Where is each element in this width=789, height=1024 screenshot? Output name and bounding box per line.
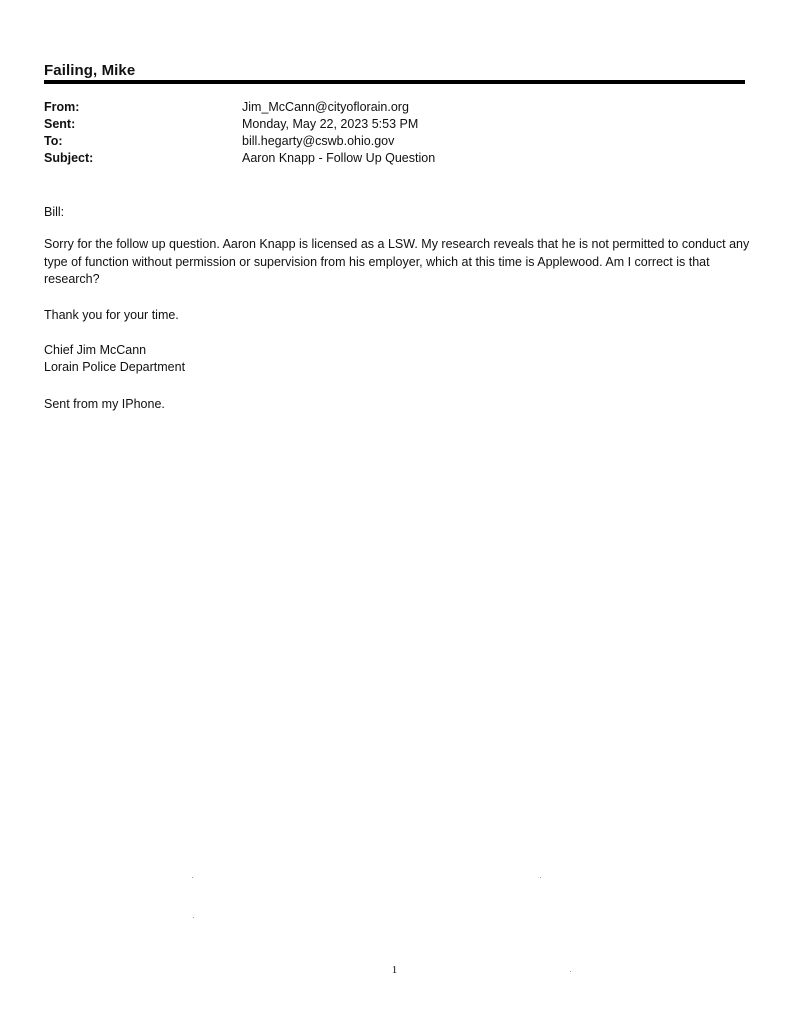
email-thanks-line: Thank you for your time. — [44, 308, 179, 322]
scan-speck — [570, 971, 571, 972]
scan-speck — [192, 877, 193, 878]
sent-from-line: Sent from my IPhone. — [44, 397, 165, 411]
sent-label: Sent: — [44, 117, 76, 131]
subject-label: Subject: — [44, 151, 94, 165]
scan-speck — [193, 917, 194, 918]
to-value: bill.hegarty@cswb.ohio.gov — [242, 134, 395, 148]
mailbox-owner-name: Failing, Mike — [44, 62, 136, 79]
to-label: To: — [44, 134, 63, 148]
scan-speck — [540, 877, 541, 878]
signature-department: Lorain Police Department — [44, 360, 186, 374]
header-divider — [44, 80, 745, 84]
sent-value: Monday, May 22, 2023 5:53 PM — [242, 117, 419, 131]
header-from-row — [44, 99, 744, 116]
email-greeting: Bill: — [44, 205, 65, 219]
header-to-row — [44, 133, 744, 150]
from-value: Jim_McCann@cityoflorain.org — [242, 100, 409, 114]
header-subject-row — [44, 150, 744, 167]
header-sent-row — [44, 116, 744, 133]
page-number: 1 — [391, 964, 398, 976]
email-body-paragraph: Sorry for the follow up question. Aaron Knapp is licensed as a LSW. My research reveals that he is not permitted to conduct any type of function without permission or supervision from his employer, which at this time is Applewood. Am I correct is that research? — [44, 237, 750, 286]
subject-value: Aaron Knapp - Follow Up Question — [242, 151, 436, 165]
from-label: From: — [44, 100, 80, 114]
signature-name: Chief Jim McCann — [44, 343, 147, 357]
